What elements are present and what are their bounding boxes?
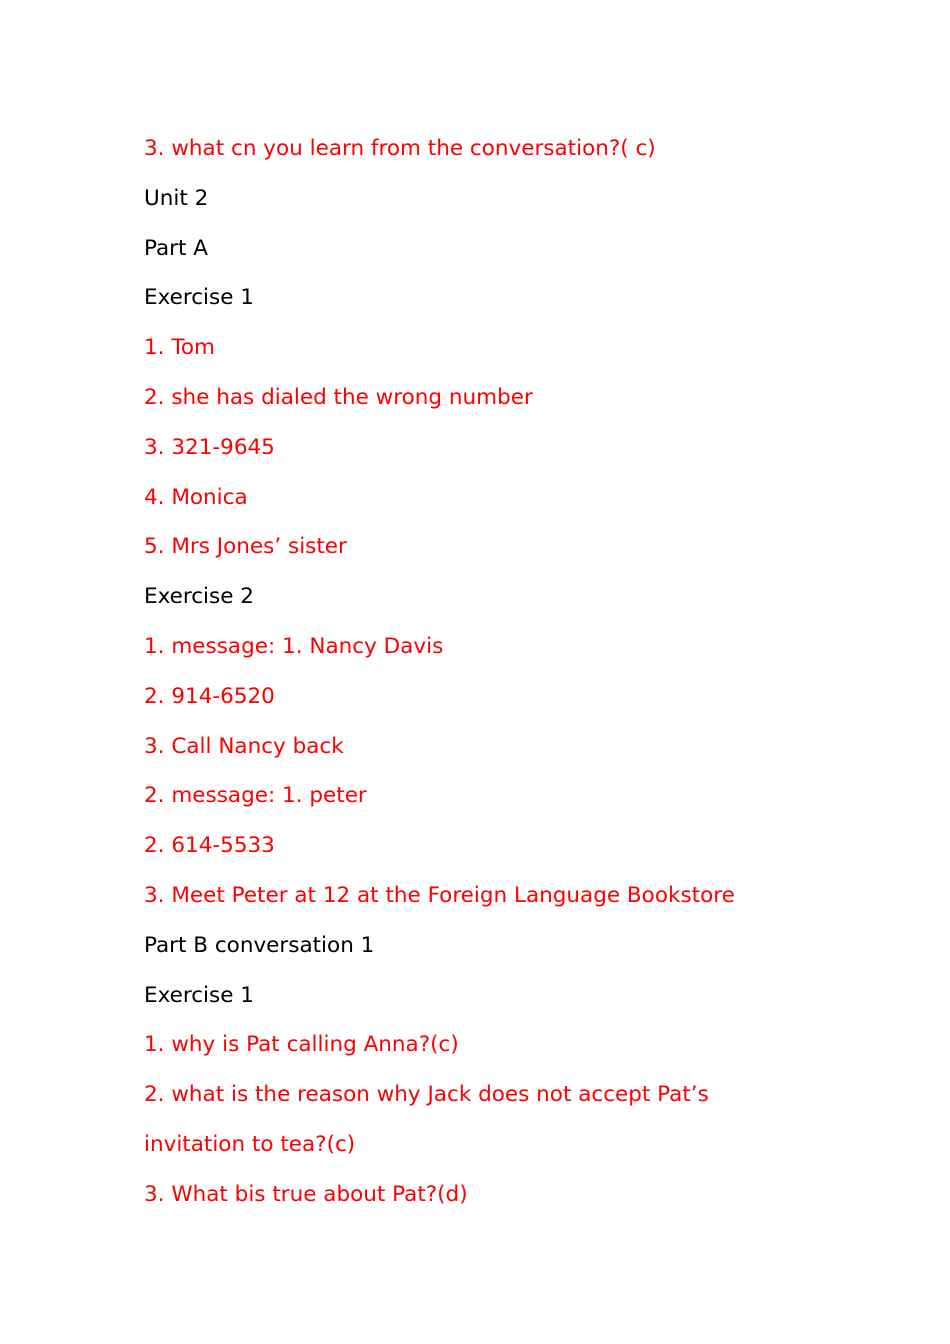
part-heading: Part B conversation 1 [144,932,375,958]
exercise-heading: Exercise 2 [144,584,254,610]
answer-line: 3. Meet Peter at 12 at the Foreign Language Bookstore [144,882,735,908]
question-line: 1. why is Pat calling Anna?(c) [144,1032,459,1058]
answer-line: 2. 614-5533 [144,833,275,859]
answer-line: 4. Monica [144,484,248,510]
answer-line: 1. Tom [144,335,215,361]
question-line: 2. what is the reason why Jack does not accept Pat’s [144,1082,709,1108]
answer-line: 3. Call Nancy back [144,733,344,759]
question-line-continued: invitation to tea?(c) [144,1131,356,1157]
question-line: 3. what cn you learn from the conversation?( c) [144,136,656,161]
question-line: 3. What bis true about Pat?(d) [144,1181,468,1207]
answer-lines [144,124,904,1220]
answer-line: 2. she has dialed the wrong number [144,384,533,410]
part-heading: Part A [144,235,208,261]
exercise-heading: Exercise 1 [144,982,254,1008]
answer-line: 1. message: 1. Nancy Davis [144,633,444,659]
unit-heading: Unit 2 [144,185,209,211]
exercise-heading: Exercise 1 [144,285,254,311]
answer-line: 2. message: 1. peter [144,783,367,809]
answer-line: 3. 321-9645 [144,434,275,460]
answer-line: 2. 914-6520 [144,683,275,709]
answer-line: 5. Mrs Jones’ sister [144,534,347,560]
